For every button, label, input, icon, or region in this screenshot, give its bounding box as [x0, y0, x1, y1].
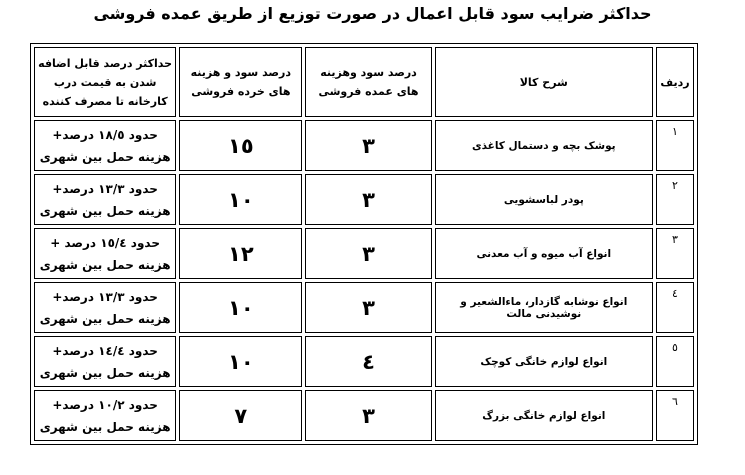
header-description: شرح کالا	[435, 47, 653, 117]
row-number: ٣	[656, 228, 694, 279]
header-max-percent: حداکثر درصد قابل اضافه شدن به قیمت درب کارخانه تا مصرف کننده	[34, 47, 176, 117]
max-percent: حدود ١٥/٤ درصد + هزینه حمل بین شهری	[34, 228, 176, 279]
retail-percent: ١٠	[179, 282, 302, 333]
max-percent: حدود ١٣/٣ درصد+ هزینه حمل بین شهری	[34, 174, 176, 225]
wholesale-percent: ٣	[305, 120, 431, 171]
retail-percent: ٧	[179, 390, 302, 441]
header-retail-percent: درصد سود و هزینه های خرده فروشی	[179, 47, 302, 117]
row-number: ١	[656, 120, 694, 171]
table-row	[34, 120, 694, 171]
header-row-number: ردیف	[656, 47, 694, 117]
max-percent: حدود ١٨/٥ درصد+ هزینه حمل بین شهری	[34, 120, 176, 171]
table-row	[34, 336, 694, 387]
page-title: حداکثر ضرایب سود قابل اعمال در صورت توزیع از طریق عمده فروشی	[93, 4, 652, 23]
profit-table	[30, 43, 698, 445]
table-row	[34, 390, 694, 441]
item-description: انواع لوازم خانگی کوچک	[435, 336, 653, 387]
row-number: ٥	[656, 336, 694, 387]
wholesale-percent: ٤	[305, 336, 431, 387]
retail-percent: ١٠	[179, 336, 302, 387]
wholesale-percent: ٣	[305, 390, 431, 441]
wholesale-percent: ٣	[305, 174, 431, 225]
item-description: پوشک بچه و دستمال کاغذی	[435, 120, 653, 171]
item-description: پودر لباسشویی	[435, 174, 653, 225]
row-number: ٤	[656, 282, 694, 333]
max-percent: حدود ١٣/٣ درصد+ هزینه حمل بین شهری	[34, 282, 176, 333]
row-number: ٢	[656, 174, 694, 225]
item-description: انواع آب میوه و آب معدنی	[435, 228, 653, 279]
header-wholesale-percent: درصد سود وهزینه های عمده فروشی	[305, 47, 431, 117]
retail-percent: ١٥	[179, 120, 302, 171]
retail-percent: ١٢	[179, 228, 302, 279]
table-row	[34, 282, 694, 333]
table-header-row	[34, 47, 694, 117]
wholesale-percent: ٣	[305, 282, 431, 333]
retail-percent: ١٠	[179, 174, 302, 225]
wholesale-percent: ٣	[305, 228, 431, 279]
max-percent: حدود ١٤/٤ درصد+ هزینه حمل بین شهری	[34, 336, 176, 387]
table-row	[34, 174, 694, 225]
item-description: انواع نوشابه گازدار، ماءالشعیر و نوشیدنی مالت	[435, 282, 653, 333]
row-number: ٦	[656, 390, 694, 441]
max-percent: حدود ١٠/٢ درصد+ هزینه حمل بین شهری	[34, 390, 176, 441]
table-row	[34, 228, 694, 279]
item-description: انواع لوازم خانگی بزرگ	[435, 390, 653, 441]
